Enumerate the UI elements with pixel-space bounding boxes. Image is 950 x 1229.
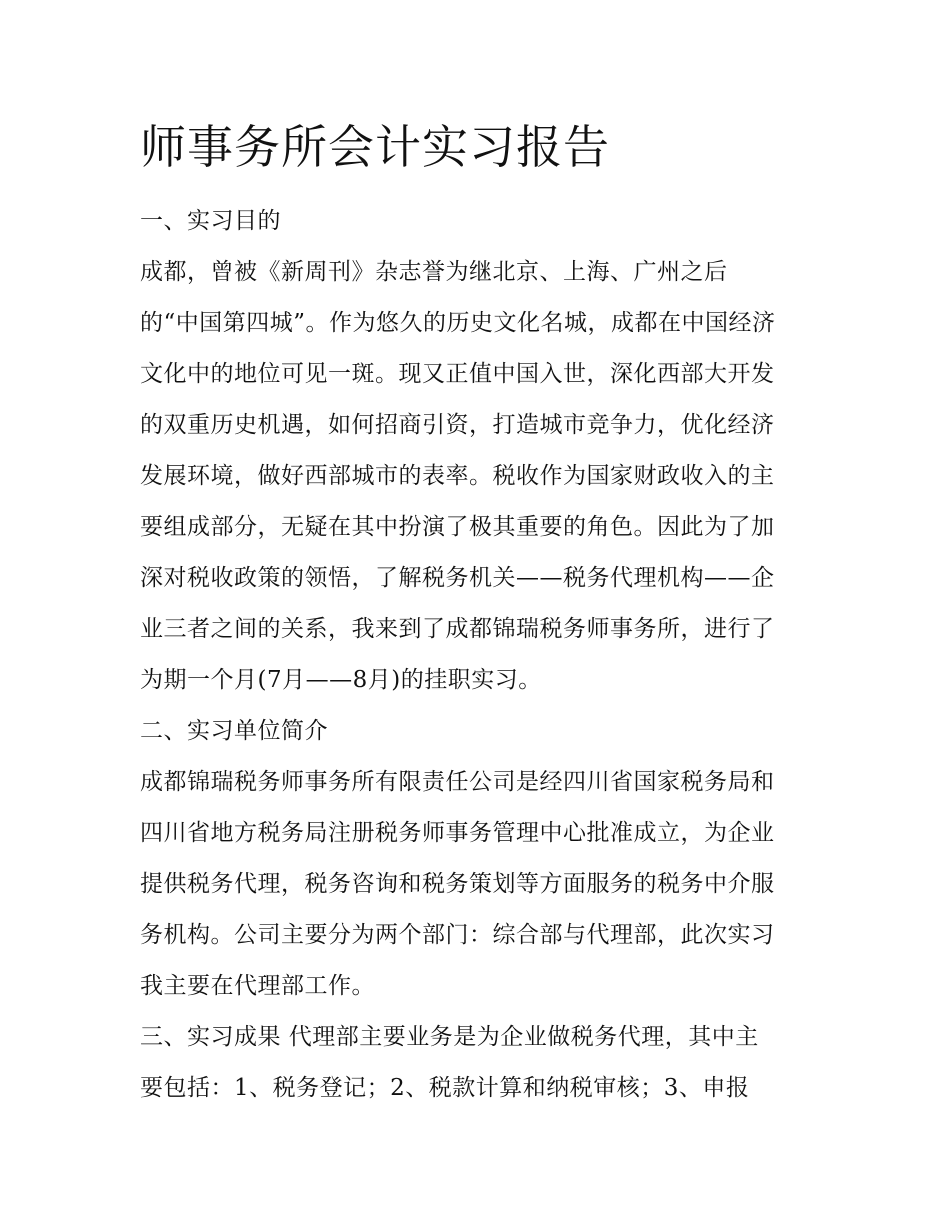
document-page	[140, 112, 820, 1114]
paragraph-line: 务机构。公司主要分为两个部门：综合部与代理部，此次实习	[140, 922, 775, 948]
paragraph-line: 四川省地方税务局注册税务师事务管理中心批准成立，为企业	[140, 820, 775, 846]
paragraph-line: 提供税务代理，税务咨询和税务策划等方面服务的税务中介服	[140, 871, 775, 897]
document-title: 师事务所会计实习报告	[140, 120, 610, 174]
paragraph-line: 发展环境，做好西部城市的表率。税收作为国家财政收入的主	[140, 463, 775, 489]
document-body	[140, 196, 820, 1114]
paragraph-line: 文化中的地位可见一斑。现又正值中国入世，深化西部大开发	[140, 361, 775, 387]
paragraph-line: 成都锦瑞税务师事务所有限责任公司是经四川省国家税务局和	[140, 769, 775, 795]
paragraph-line: 深对税收政策的领悟，了解税务机关——税务代理机构——企	[140, 565, 775, 591]
paragraph-line: 要包括：1、税务登记；2、税款计算和纳税审核；3、申报	[140, 1075, 750, 1101]
paragraph-line: 我主要在代理部工作。	[140, 973, 375, 999]
paragraph-line: 为期一个月(7月——8月)的挂职实习。	[140, 667, 542, 693]
paragraph-line: 的“中国第四城”。作为悠久的历史文化名城，成都在中国经济	[140, 310, 776, 336]
paragraph-line: 的双重历史机遇，如何招商引资，打造城市竞争力，优化经济	[140, 412, 775, 438]
section-heading-results: 三、实习成果 代理部主要业务是为企业做税务代理，其中主	[140, 1024, 759, 1050]
paragraph-line: 业三者之间的关系，我来到了成都锦瑞税务师事务所，进行了	[140, 616, 775, 642]
paragraph-line: 要组成部分，无疑在其中扮演了极其重要的角色。因此为了加	[140, 514, 775, 540]
section-heading-company: 二、实习单位简介	[140, 718, 328, 744]
paragraph-line: 成都，曾被《新周刊》杂志誉为继北京、上海、广州之后	[140, 259, 728, 285]
section-heading-purpose: 一、实习目的	[140, 208, 281, 234]
